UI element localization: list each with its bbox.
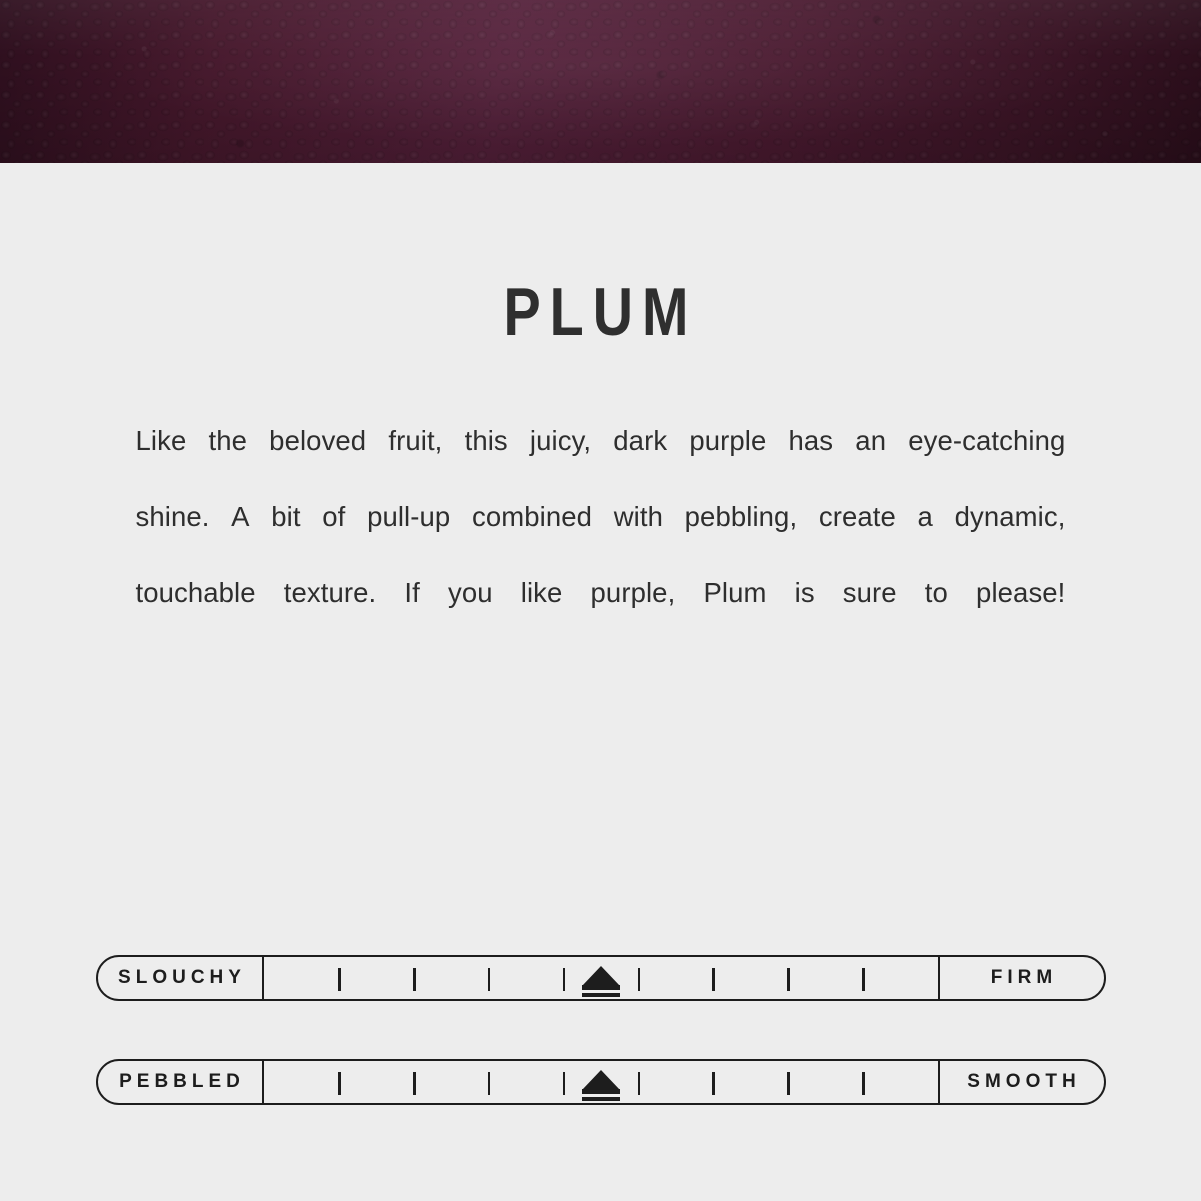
texture-marker[interactable] [582,1061,620,1107]
color-description [136,351,1066,631]
scale-right-label: FIRM [938,957,1104,999]
scale-track [96,955,1106,1001]
scale-middle [264,1061,938,1103]
description-line: touchable texture. If you like purple, Plum is sure to please! [135,577,1066,608]
scale-tick [563,968,566,991]
description-line: Like the beloved fruit, this juicy, dark purple has an eye-catching [135,425,1066,456]
scale-tick [862,968,865,991]
marker-slit-icon [582,990,620,993]
scale-tick [787,1072,790,1095]
scale-texture[interactable] [96,1059,1106,1105]
scale-tick [787,968,790,991]
scale-tick [488,968,491,991]
marker-pin-icon [582,1070,620,1090]
scale-tick [712,1072,715,1095]
leather-swatch-image [0,0,1201,163]
attribute-scales [0,955,1201,1105]
marker-slit-icon [582,1094,620,1097]
scale-tick [338,1072,341,1095]
page-title: PLUM [503,274,698,350]
scale-left-label: PEBBLED [98,1061,264,1103]
scale-tick [638,1072,641,1095]
scale-tick [638,968,641,991]
scale-tick [488,1072,491,1095]
scale-right-label: SMOOTH [938,1061,1104,1103]
description-line: shine. A bit of pull-up combined with pebbling, create a dynamic, [135,501,1066,532]
scale-tick [413,1072,416,1095]
scale-left-label: SLOUCHY [98,957,264,999]
firmness-marker[interactable] [582,957,620,1003]
scale-firmness[interactable] [96,955,1106,1001]
scale-tick [712,968,715,991]
scale-middle [264,957,938,999]
scale-tick [338,968,341,991]
marker-pin-icon [582,966,620,986]
scale-tick [563,1072,566,1095]
scale-track [96,1059,1106,1105]
scale-tick [413,968,416,991]
scale-tick [862,1072,865,1095]
